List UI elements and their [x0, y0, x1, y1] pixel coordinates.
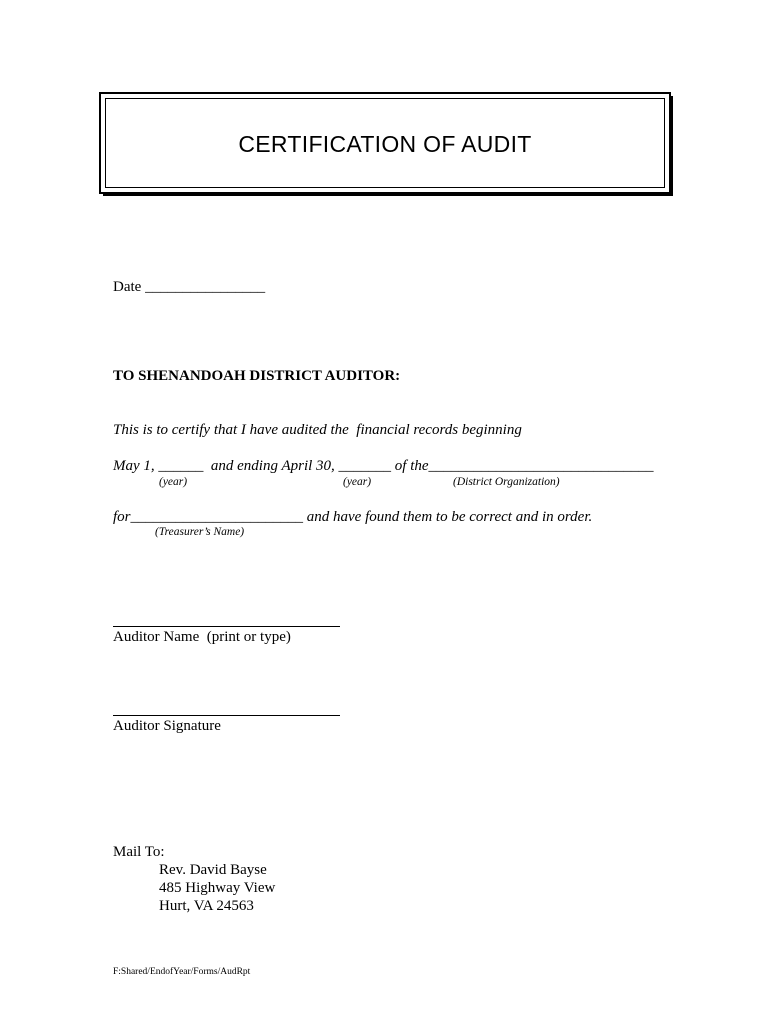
salutation: TO SHENANDOAH DISTRICT AUDITOR: [113, 368, 401, 384]
auditor-signature-line [113, 715, 340, 716]
treasurer-line: for_______________________ and have found them to be correct and in order. [113, 509, 593, 525]
auditor-signature-label: Auditor Signature [113, 718, 221, 734]
year-hint-start: (year) [159, 476, 188, 488]
mail-recipient-name: Rev. David Bayse [159, 862, 267, 878]
title-box [99, 92, 671, 194]
auditor-name-line [113, 626, 340, 627]
period-line: May 1, ______ and ending April 30, _______ of the______________________________ [113, 458, 654, 474]
year-hint-end: (year) [343, 476, 372, 488]
mail-to-label: Mail To: [113, 844, 165, 860]
mail-city-state-zip: Hurt, VA 24563 [159, 898, 254, 914]
district-organization-hint: (District Organization) [453, 476, 560, 488]
page-title: CERTIFICATION OF AUDIT [238, 130, 532, 157]
mail-street-address: 485 Highway View [159, 880, 276, 896]
certify-statement: This is to certify that I have audited the financial records beginning [113, 422, 522, 438]
title-box-inner-border [105, 98, 665, 188]
auditor-name-label: Auditor Name (print or type) [113, 629, 291, 645]
treasurer-name-hint: (Treasurer’s Name) [155, 526, 245, 538]
file-path-footer: F:Shared/EndofYear/Forms/AudRpt [113, 967, 251, 977]
date-field-line: Date ________________ [113, 279, 266, 295]
